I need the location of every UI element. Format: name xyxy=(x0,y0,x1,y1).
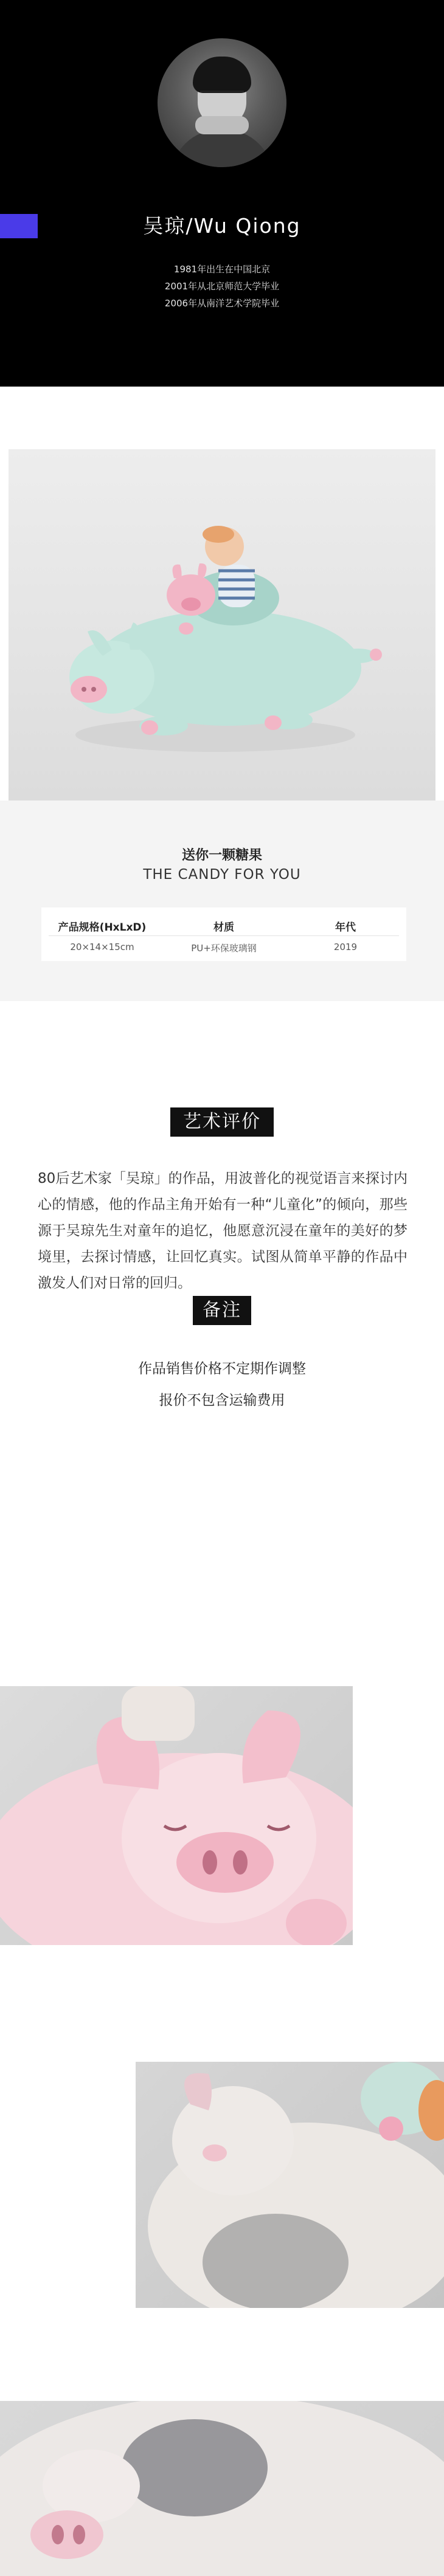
review-text: 80后艺术家「吴琼」的作品，用波普化的视觉语言来探讨内心的情感，他的作品主角开始有一种“儿童化”的倾向，那些源于吴琼先生对童年的追忆，他愿意沉浸在童年的美好的梦境里，去探讨情感，让回忆真实。试图从简单平静的作品中激发人们对日常的回归。 xyxy=(38,1171,408,1291)
white-pig-detail xyxy=(136,2062,444,2308)
artist-avatar xyxy=(158,38,286,167)
bio-line-1: 1981年出生在中国北京 xyxy=(173,264,271,275)
note-line-1: 作品销售价格不定期作调整 xyxy=(138,1361,306,1377)
review-heading: 艺术评价 xyxy=(170,1107,274,1137)
spec-size xyxy=(41,907,163,961)
product-info-section xyxy=(0,801,444,1001)
artist-name: 吴琼/Wu Qiong xyxy=(143,214,301,238)
detail-photo-2 xyxy=(136,2062,444,2308)
detail-photo-3 xyxy=(0,2401,444,2576)
pink-pig-closeup xyxy=(0,1686,353,1945)
spec-year-header: 年代 xyxy=(335,921,356,934)
spec-size-value: 20×14×15cm xyxy=(70,942,134,952)
spec-material-header: 材质 xyxy=(213,921,234,934)
spec-material-value: PU+环保玻璃钢 xyxy=(191,943,257,954)
spec-year xyxy=(285,907,406,961)
spec-year-value: 2019 xyxy=(333,942,358,952)
pig-face-detail xyxy=(0,2401,444,2576)
product-title-cn: 送你一颗糖果 xyxy=(181,848,262,863)
spec-table xyxy=(41,907,406,961)
artist-header xyxy=(0,0,444,387)
notes-heading: 备注 xyxy=(193,1296,251,1325)
spec-size-header: 产品规格(HxLxD) xyxy=(58,921,147,934)
detail-photo-1 xyxy=(0,1686,353,1945)
spec-material xyxy=(163,907,285,961)
sculpture-illustration xyxy=(9,449,435,801)
bio-line-3: 2006年从南洋艺术学院毕业 xyxy=(164,298,280,309)
bio-line-2: 2001年从北京师范大学毕业 xyxy=(164,281,280,292)
note-line-2: 报价不包含运输费用 xyxy=(159,1393,285,1408)
sculpture-photo xyxy=(9,449,435,801)
product-title-en: THE CANDY FOR YOU xyxy=(143,867,301,883)
